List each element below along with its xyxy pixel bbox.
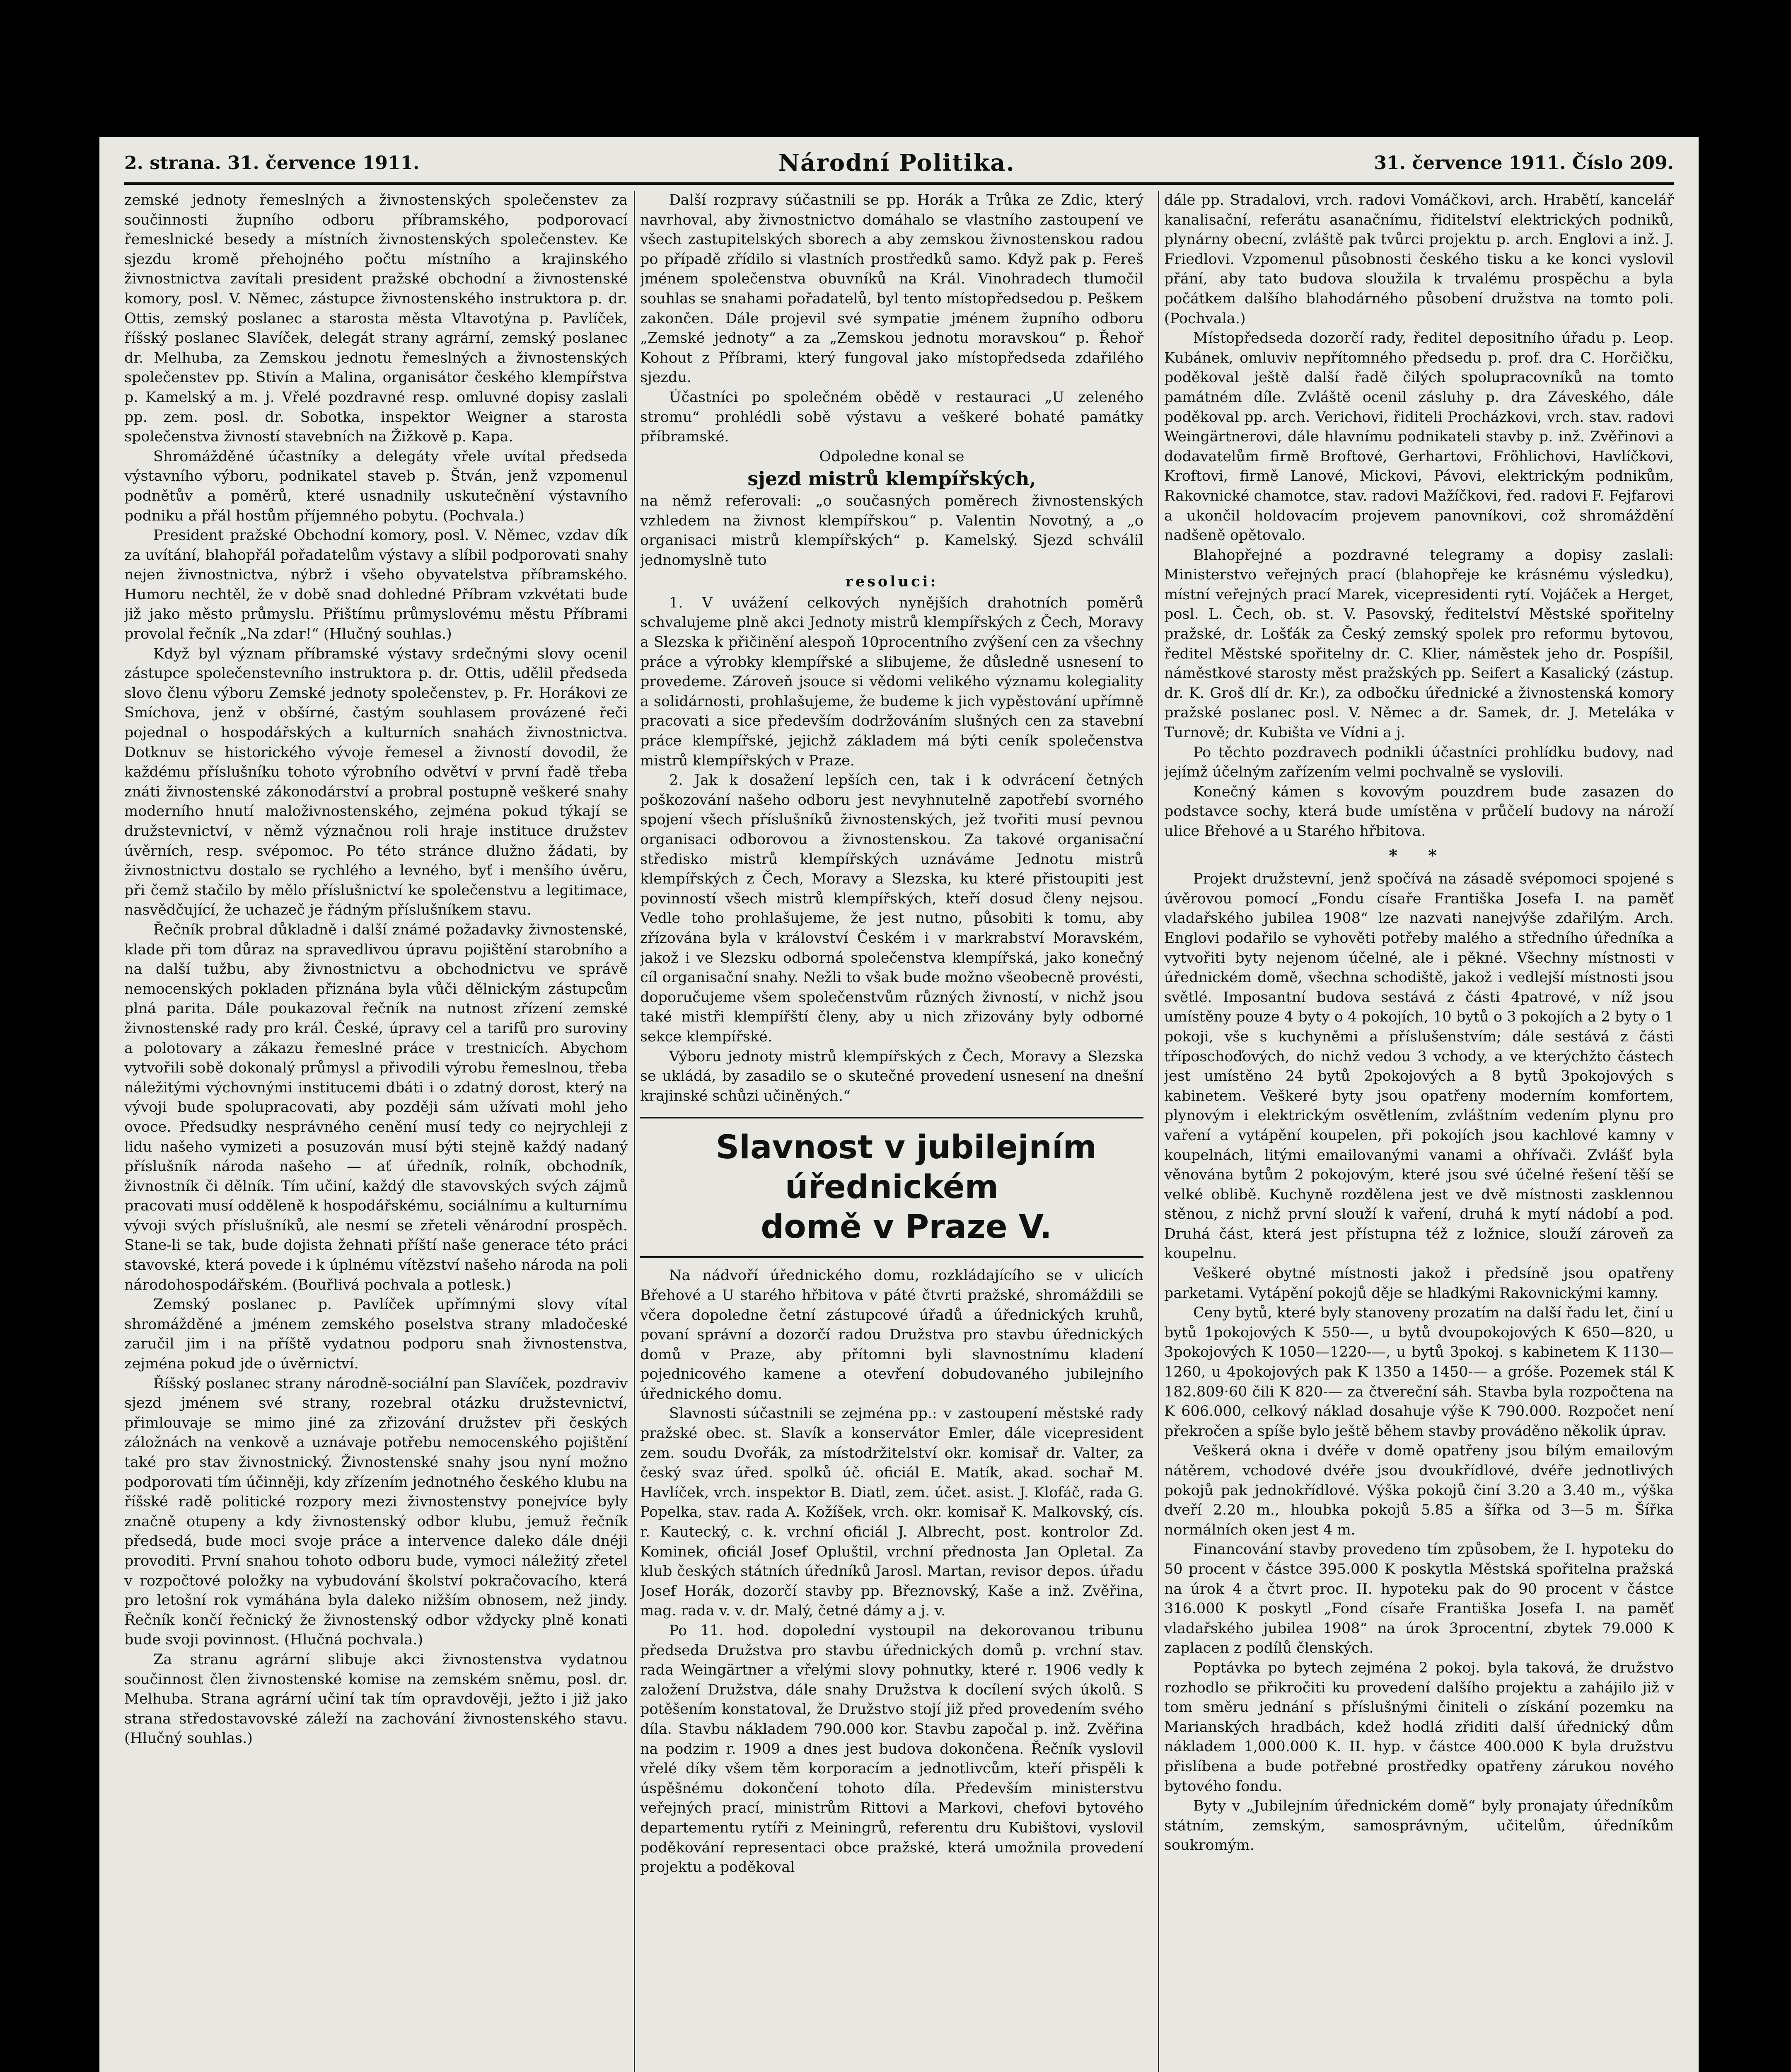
paragraph: Zemský poslanec p. Pavlíček upřímnými slovy vítal shromážděné a jménem zemského poselstva strany mladočeské zaručil jim i na příště vydatnou podporu snah živnostenstva, zejména pokud jde o úvěrnictví. <box>124 1296 628 1372</box>
paragraph: Účastníci po společném obědě v restauraci „U zeleného stromu“ prohlédli sobě výstavu a veškeré bohaté památky příbramské. <box>640 389 1143 445</box>
paragraph: Slavnosti súčastnili se zejména pp.: v zastoupení městské rady pražské obec. st. Slavík a konservátor Emler, dále vicepresident zem. soudu Dvořák, za místodržitelství okr. komisař dr. Valter, za český svaz úřed. spolků úč. oficiál E. Matík, akad. sochař M. Havlíček, vrch. inspektor B. Diatl, zem. účet. asist. J. Klofáč, rada G. Popelka, stav. rada A. Kožíšek, vrch. okr. komisař K. Malkovský, cís. r. Kautecký, c. k. vrchní oficiál J. Albrecht, post. kontrolor Zd. Kominek, oficiál Josef Opluštil, vrchní přednosta Jan Opletal. Za klub českých státních úředníků Jarosl. Martan, revisor depos. úřadu Josef Horák, dozorčí stavby pp. Březnovský, Kaše a inž. Zvěřina, mag. rada v. v. dr. Malý, četné dámy a j. v. <box>640 1405 1143 1619</box>
paragraph: Po 11. hod. dopolední vystoupil na dekorovanou tribunu předseda Družstva pro stavbu úřednických domů p. vrchní stav. rada Weingärtner a vřelými slovy pohnutky, které r. 1906 vedly k založení Družstva, dále snahy Družstva k docílení svých úkolů. S potěšením konstatoval, že Družstvo stojí již před provedením svého díla. Stavbu nákladem 790.000 kor. Stavbu započal p. inž. Zvěřina na podzim r. 1909 a dnes jest budova dokončena. Řečník vyslovil vřelé díky všem těm korporacím a jednotlivcům, kteří přispěli k úspěšnému dokončení tohoto díla. Především ministerstvu veřejných prací, ministrům Rittovi a Markovi, chefovi bytového departementu rytíři z Meiningrů, referentu dru Kubištovi, vyslovil poděkování representaci obce pražské, která umožnila provedení projektu a poděkoval <box>640 1622 1143 1876</box>
paragraph: na němž referovali: „o současných poměrech živnostenských vzhledem na živnost klempířskou“ p. Valentin Novotný, a „o organisaci mistrů klempířských“ p. Kamelský. Sjezd schválil jednomyslně tuto <box>640 492 1143 569</box>
paragraph: Když byl význam příbramské výstavy srdečnými slovy ocenil zástupce společenstevního instruktora p. dr. Ottis, udělil předseda slovo členu výboru Zemské jednoty společenstev, p. Fr. Horákovi ze Smíchova, jenž v obšírné, častým souhlasem provázené řeči pojednal o hospodářských a kulturních snahách živnostnictva. Dotknuv se historického vývoje řemesel a živností dovodil, že každému příslušníku tohoto výrobního odvětví v první řadě třeba znáti živnostenské zákonodárství a probral postupně veškeré snahy moderního hnutí maloživnostenského, zejména pokud týkají se družstevnictví, v němž význačnou roli hraje instituce družstev úvěrních, resp. svépomoc. Po této stránce dlužno žádati, by živnostnictvu dostalo se rychlého a levného, byť i menšího úvěru, při čemž stačilo by mělo příslušnictví ke společenstvu a legitimace, nasvědčující, že uchazeč je řádným příslušníkem stavu. <box>124 645 628 919</box>
paragraph: 2. Jak k dosažení lepších cen, tak i k odvrácení četných poškozování našeho odboru jest nevyhnutelně zapotřebí svorného spojení všech příslušníků živnostenských, jež tvořiti musí pevnou organisaci odborovou a živnostenskou. Za takové organisační středisko mistrů klempířských uznáváme Jednotu mistrů klempířských z Čech, Moravy a Slezska, ku které přistoupiti jest povinností všech mistrů klempířských, kteří dosud členy nejsou. Vedle toho prohlašujeme, že jest nutno, působiti k tomu, aby zřízována byla v království Českém i v markrabství Moravském, jakož i ve Slezsku odborná společenstva klempířská, jako konečný cíl organisační snahy. Nežli to však bude možno všeobecně provésti, doporučujeme všem společenstvům různých živností, v nichž jsou také mistři klempířští členy, aby u nich zřizovány byly odborné sekce klempířské. <box>640 772 1143 1045</box>
column-1 <box>124 191 628 2072</box>
section-separator: * * <box>1389 845 1449 865</box>
paragraph: 1. V uvážení celkových nynějších drahotních poměrů schvalujeme plně akci Jednoty mistrů klempířských z Čech, Moravy a Slezska k přičinění alespoň 10procentního zvýšení cen za všechny práce a výrobky klempířské a slibujeme, že důsledně usnesení to provedeme. Zároveň jsouce si vědomi velikého významu kolegiality a solidárnosti, prohlašujeme, že budeme k jich vypěstování upřímně pracovati a sice především dodržováním slušných cen za stavební práce klempířské, jejichž základem má býti ceník společenstva mistrů klempířských v Praze. <box>640 594 1143 769</box>
paragraph: Po těchto pozdravech podnikli účastníci prohlídku budovy, nad jejímž účelným zařízením velmi pochvalně se vyslovili. <box>1164 744 1674 781</box>
paragraph: Byty v „Jubilejním úřednickém domě“ byly pronajaty úředníkům státním, zemským, samosprávným, učitelům, úředníkům soukromým. <box>1164 1798 1674 1854</box>
header-rule <box>124 182 1674 185</box>
paragraph: Za stranu agrární slibuje akci živnostenstva vydatnou součinnost člen živnostenské komise na zemském sněmu, posl. dr. Melhuba. Strana agrární učiní tak tím opravdověji, ježto i již jako strana středostavovské záleží na zachování živnostenského stavu. (Hlučný souhlas.) <box>124 1651 628 1747</box>
column-3 <box>1164 191 1674 2072</box>
paragraph: Další rozpravy súčastnili se pp. Horák a Trůka ze Zdic, který navrhoval, aby živnostnictvo domáhalo se vlastního zastoupení ve všech zastupitelských sborech a aby zemskou živnostenskou radou po případě zřídilo si vlastních prostředků samo. Když pak p. Fereš jménem společenstva obuvníků na Král. Vinohradech tlumočil souhlas se snahami pořadatelů, byl tento místopředsedou p. Peškem zakončen. Dále projevil své sympatie jménem župního odboru „Zemské jednoty“ a za „Zemskou jednotu moravskou“ p. Řehoř Kohout z Příbrami, který fungoval jako místopředseda zdařilého sjezdu. <box>640 192 1143 386</box>
paragraph: Konečný kámen s kovovým pouzdrem bude zasazen do podstavce sochy, která bude umístěna v průčelí budovy na nároží ulice Břehové a u Starého hřbitova. <box>1164 783 1674 840</box>
article-headline <box>640 1117 1143 1258</box>
paragraph: Říšský poslanec strany národně-sociální pan Slavíček, pozdraviv sjezd jménem své strany, rozebral otázku družstevnictví, přimlouvaje se mimo jiné za zřizování družstev při českých záložnách na venkově a uznávaje potřebu nemocenského pojištění také pro stav živnostnický. Živnostenské snahy jsou nyní možno podporovati tím účinněji, kdy zřízením jednotného českého klubu na říšské radě politické rozpory mezi živnostenstvy ponejvíce byly značně otupeny a kdy živnostenský odbor klubu, jemuž řečník předsedá, bude moci svoje práce a intervence daleko dále dnéji provoditi. První snahou tohoto odboru bude, vymoci náležitý zřetel v rozpočtové položky na vybudování školství pokračovacího, která pro letošní rok vymáhána byla daleko nižším obnosem, než jindy. Řečník končí řečnický že živnostenský odbor vždycky plně konati bude svoji povinnost. (Hlučná pochvala.) <box>124 1375 628 1648</box>
subhead-lead: Odpoledne konal se <box>819 448 964 465</box>
paragraph: Poptávka po bytech zejména 2 pokoj. byla taková, že družstvo rozhodlo se přikročiti ku provedení dalšího projektu a zahájilo již v tom směru jednání s příslušnými činiteli o získání pozemku na Marianských hradbách, kdež hodlá zřiditi další úřednický dům nákladem 1,000.000 K. II. hyp. v částce 400.000 K byla družstvu přislíbena a bude potřebné prostředky opatřeny zárukou nového bytového fondu. <box>1164 1659 1674 1795</box>
paragraph: Na nádvoří úřednického domu, rozkládajícího se v ulicích Břehové a U starého hřbitova v páté čtvrti pražské, shromáždili se včera dopoledne četní zástupcové úřadů a úřednických kruhů, povaní správní a dozorčí radou Družstva pro stavbu úřednických domů v Praze, aby přítomni byli slavnostnímu kladení pojednicového kamene a otevření dobudovaného jubilejního úřednického domu. <box>640 1267 1143 1402</box>
paragraph: Veškerá okna i dvéře v domě opatřeny jsou bílým emailovým nátěrem, vchodové dvéře jsou dvoukřídlové, dvéře jednotlivých pokojů pak jednokřídlové. Výška pokojů činí 3.20 a 3.40 m., výška dveří 2.20 m., hloubka pokojů 5.85 a šířka od 3—5 m. Šířka normálních oken jest 4 m. <box>1164 1443 1674 1538</box>
header-left: 2. strana. 31. července 1911. <box>124 152 420 174</box>
paragraph: President pražské Obchodní komory, posl. V. Němec, vzdav dík za uvítání, blahopřál pořadatelům výstavy a slíbil podporovati snahy nejen živnostnictva, nýbrž i všeho obyvatelstva příbramského. Humoru nechtěl, že v době snad dohledné Příbram vzkvétati bude již jako město průmyslu. Přištímu průmyslovému městu Příbrami provolal řečník „Na zdar!“ (Hlučný souhlas.) <box>124 527 628 643</box>
resolution-heading: resoluci: <box>845 573 938 591</box>
paragraph: zemské jednoty řemeslných a živnostenských společenstev za součinnosti župního odboru příbramského, podporovací řemeslnické besedy a místních živnostenských společenstev. Ke sjezdu kromě přehojného počtu místního a krajinského živnostnictva zavítali president pražské obchodní a živnostenské komory, posl. V. Němec, zástupce živnostenského instruktora p. dr. Ottis, zemský poslanec a starosta města Vltavotýna p. Pavlíček, říšský poslanec Slavíček, delegát strany agrární, zemský poslanec dr. Melhuba, za Zemskou jednotu řemeslných a živnostenských společenstev pp. Stivín a Malina, organisátor českého klempířstva p. Kamelský a m. j. Vřelé pozdravné resp. omluvné dopisy zaslali pp. zem. posl. dr. Sobotka, inspektor Weigner a starosta společenstva živností stavebních na Žižkově p. Kapa. <box>124 192 628 445</box>
paragraph: Místopředseda dozorčí rady, ředitel depositního úřadu p. Leop. Kubánek, omluviv nepřítomného předsedu p. prof. dra C. Horčičku, poděkoval ještě další řadě čilých spolupracovníků na tomto památném díle. Zvláště ocenil zásluhy p. dra Záveského, dále poděkoval pp. arch. Verichovi, řiditeli Procházkovi, vrch. stav. radovi Weingärtnerovi, dále hlavnímu podnikateli stavby p. inž. Zvěřinovi a dodavatelům firmě Broftové, Gerhartovi, Fröhlichovi, Havlíčkovi, Kroftovi, firmě Lanové, Mickovi, Pávovi, elektrickým podnikům, Rakovnické chamotce, stav. radovi Mažíčkovi, řed. radovi F. Fejfarovi a ukončil holdovacím projevem panovníkovi, což shromáždění nadšeně opětovalo. <box>1164 330 1674 544</box>
newspaper-page <box>99 137 1699 2072</box>
column-divider <box>634 191 635 2072</box>
paragraph: Výboru jednoty mistrů klempířských z Čech, Moravy a Slezska se ukládá, by zasadilo se o skutečné provedení usnesení na dnešní krajinské schůzi učiněných.“ <box>640 1048 1143 1104</box>
newspaper-title: Národní Politika. <box>778 149 1015 177</box>
column-2 <box>640 191 1143 2072</box>
headline-line-2: domě v Praze V. <box>761 1208 1052 1246</box>
masthead <box>124 144 1674 182</box>
paragraph: Veškeré obytné místnosti jakož i předsíně jsou opatřeny parketami. Vytápění pokojů děje se hladkými Rakovnickými kamny. <box>1164 1265 1674 1302</box>
column-divider <box>1158 191 1159 2072</box>
headline-line-1: Slavnost v jubilejním úřednickém <box>715 1129 1097 1206</box>
paragraph: dále pp. Stradalovi, vrch. radovi Vomáčkovi, arch. Hrabětí, kancelář kanalisační, referátu asanačnímu, řiditelství elektrických podniků, plynárny obecní, zvláště pak tvůrci projektu p. arch. Englovi a inž. J. Friedlovi. Vzpomenul působnosti českého tisku a ke konci vyslovil přání, aby tato budova sloužila k trvalému prospěchu a byla počátkem dalšího blahodárného působení družstva na tomto poli. (Pochvala.) <box>1164 192 1674 327</box>
paragraph: Shromážděné účastníky a delegáty vřele uvítal předseda výstavního výboru, podnikatel staveb p. Štván, jenž vzpomenul podnětův a poměrů, které usnadnily uskutečnění výstavního podniku a přál hostům příjemného pobytu. (Pochvala.) <box>124 448 628 524</box>
paragraph: Projekt družstevní, jenž spočívá na zásadě svépomoci spojené s úvěrovou pomocí „Fondu císaře Františka Josefa I. na paměť vladařského jubilea 1908“ lze nazvati nanejvýše zdařilým. Arch. Englovi podařilo se vyhověti potřeby malého a středního úředníka a vytvořiti byty nejenom účelné, ale i pěkné. Všechny místnosti v úřednickém domě, všechna schodiště, jakož i vedlejší místnosti jsou světlé. Imposantní budova sestává z části 4patrové, v níž jsou umístěny pouze 4 byty o 4 pokojích, 10 bytů o 3 pokojích a 2 byty o 1 pokoji, vše s kuchyněmi a příslušenstvím; dále sestává z části tříposchoďových, do nichž vedou 3 vchody, a ve kterýchžto částech jest umístěno 24 bytů 2pokojových a 8 bytů 3pokojových s kabinetem. Veškeré byty jsou opatřeny moderním komfortem, plynovým i elektrickým osvětlením, zvláštním vedením plynu pro vaření a vytápění koupelen, při pokojích jsou kachlové kamny v koupelnách, litými emailovanými vanami a ohřívači. Zvlášť byla věnována bytům 2 pokojovým, které jsou své účelné řešení těší se velké oblibě. Kuchyně rozdělena jest ve dvě místnosti zasklennou stěnou, z nichž první slouží k vaření, druhá k mytí nádobí a pod. Druhá část, která jest přístupna též z ložnice, slouží zároveň za koupelnu. <box>1164 871 1674 1262</box>
paragraph: Blahopřejné a pozdravné telegramy a dopisy zaslali: Ministerstvo veřejných prací (blahopřeje ke krásnému výsledku), místní veřejných prací Marek, vicepresidenti rytí. Vojáček a Herget, posl. L. Čech, ob. st. V. Pasovský, ředitelství Městské spořitelny pražské, dr. Lošťák za Český zemský spolek pro reformu bytovou, ředitel Městské spořitelny dr. C. Klier, náměstek jeho dr. Pospíšil, náměstkové starosty měst pražských pp. Seifert a Kasalický (zástup. dr. K. Groš dlí dr. Kr.), za odbočku úřednické a živnostenská komory pražské poslanec posl. V. Němec a dr. Samek, dr. J. Meteláka v Turnově; dr. Kubišta ve Vídni a j. <box>1164 547 1674 741</box>
paragraph: Financování stavby provedeno tím způsobem, že I. hypoteku do 50 procent v částce 395.000 K poskytla Městská spořitelna pražská na úrok 4 a čtvrt proc. II. hypoteku pak do 90 procent v částce 316.000 K poskytl „Fond císaře Františka Josefa I. na paměť vladařského jubilea 1908“ na úrok 3procentní, zbytek 79.000 K zaplacen z podílů členských. <box>1164 1541 1674 1657</box>
section-subhead: sjezd mistrů klempířských, <box>747 467 1036 490</box>
paragraph: Řečník probral důkladně i další známé požadavky živnostenské, klade při tom důraz na spravedlivou úpravu pojištění starobního a na další tužbu, aby živnostnictvu a obchodnictvu ve správě nemocenských pokladen přiznána byla vůči dělnickým zástupcům plná parita. Dále poukazoval řečník na nutnost zřízení zemské živnostenské rady pro král. České, úpravy cel a tarifů pro suroviny a polotovary a zákazu řemeslné práce v trestnicích. Abychom vytvořili sobě dokonalý průmysl a přivodili výrobu řemeslnou, třeba náležitými výchovnými institucemi dbáti i o zdatný dorost, který na vývoji bude spolupracovati, aby později sám užívati mohl jeho ovoce. Předsudky nesprávného cenění musí tedy co nejrychleji z lidu našeho vymizeti a posuzován musí býti stejně každý nadaný příslušník národa našeho — ať úředník, rolník, obchodník, živnostník či dělník. Tím učiní, každý dle stavovských svých zájmů pracovati musí odděleně k hospodářskému, sociálnímu a kulturnímu vývoji svých příslušníků, ale nesmí se zřeteli věnárodní prospěch. Stane-li se tak, bude dojista žehnati příští naše generace této práci stavovské, která povede i k úplnému vítězství našeho národa na poli národohospodářském. (Bouřlivá pochvala a potlesk.) <box>124 921 628 1293</box>
header-right: 31. července 1911. Číslo 209. <box>1374 152 1674 174</box>
paragraph: Ceny bytů, které byly stanoveny prozatím na další řadu let, činí u bytů 1pokojových K 550-—, u bytů dvoupokojových K 650—820, u 3pokojových K 1050—1220-—, u bytů 3pokoj. s kabinetem K 1130—1260, u 4pokojových pak K 1350 a 1450-— a gróše. Pozemek stál K 182.809·60 čili K 820-— za čtvereční sáh. Stavba byla rozpočtena na K 606.000, celkový náklad dosahuje výše K 790.000. Rozpočet není překročen a spíše bylo ještě během stavby prováděno několik úprav. <box>1164 1305 1674 1440</box>
